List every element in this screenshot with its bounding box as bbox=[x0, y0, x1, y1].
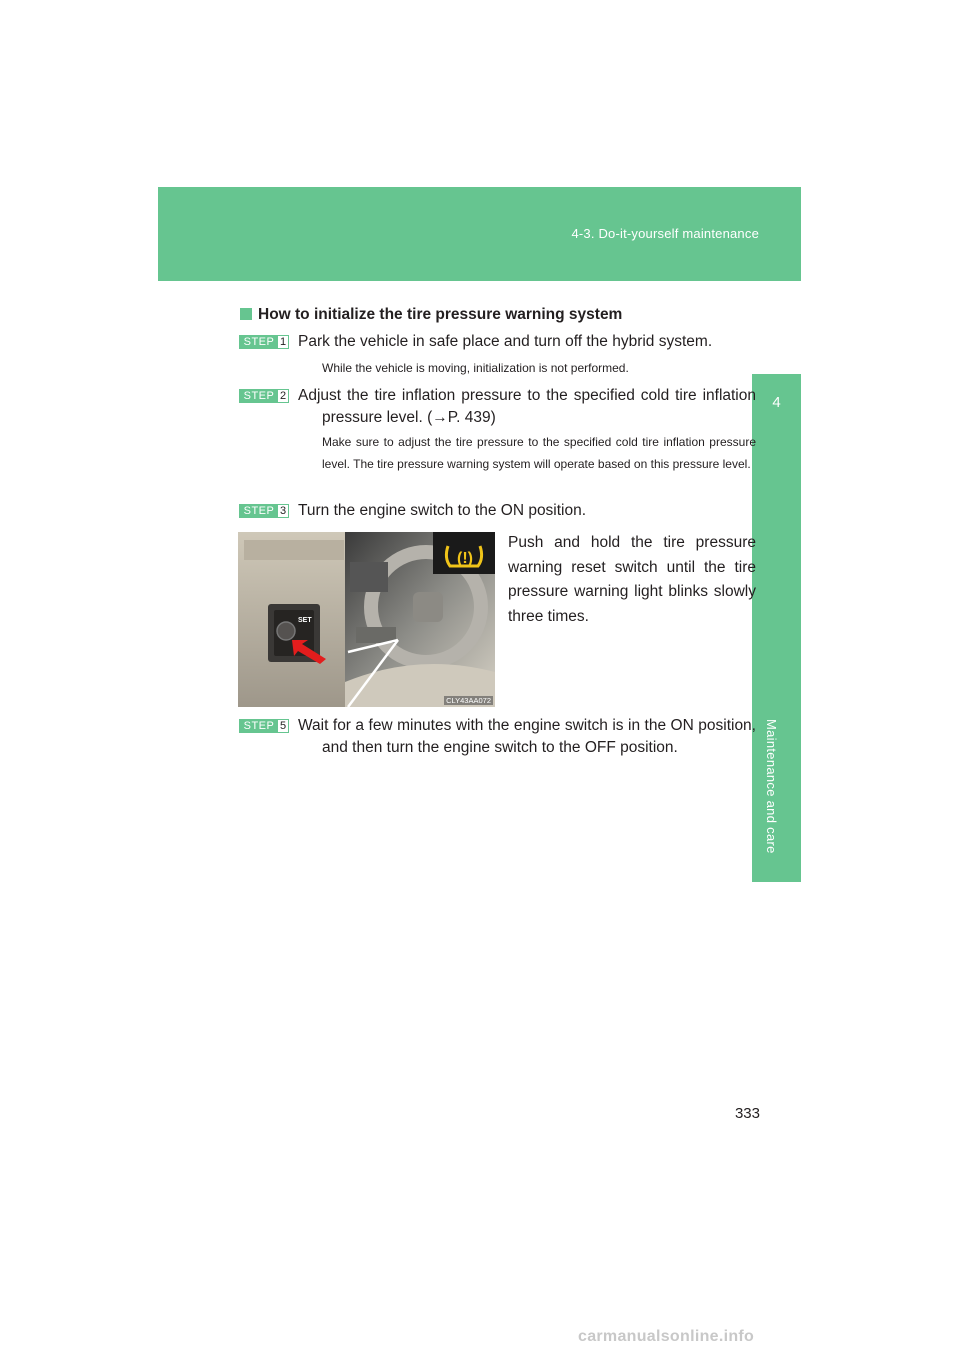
page-number: 333 bbox=[734, 1105, 760, 1122]
step-badge-5 bbox=[239, 719, 289, 733]
step-5-text bbox=[298, 715, 756, 759]
chapter-name: Maintenance and care bbox=[764, 719, 779, 854]
section-heading bbox=[240, 306, 622, 324]
section-title: 4-3. Do-it-yourself maintenance bbox=[571, 226, 759, 241]
step-number: 5 bbox=[279, 720, 287, 732]
step-label: STEP bbox=[240, 390, 278, 402]
switch-set-label: SET bbox=[298, 617, 312, 624]
illustration-code: CLY43AA072 bbox=[446, 696, 491, 705]
square-bullet-icon bbox=[240, 308, 252, 320]
step-badge-3 bbox=[239, 504, 289, 518]
step-5-text-content: Wait for a few minutes with the engine switch is in the ON position, and then turn the engine switch to the OFF position. bbox=[298, 717, 756, 756]
step-label: STEP bbox=[240, 505, 278, 517]
watermark-text: carmanualsonline.info bbox=[578, 1328, 755, 1345]
step-badge-1 bbox=[239, 335, 289, 349]
step-2-text bbox=[298, 385, 756, 429]
step-badge-2 bbox=[239, 389, 289, 403]
step-3-text: Turn the engine switch to the ON position. bbox=[298, 502, 587, 519]
chapter-number: 4 bbox=[772, 394, 781, 411]
step-label: STEP bbox=[240, 720, 278, 732]
step-label: STEP bbox=[240, 336, 278, 348]
dashboard-photo bbox=[238, 532, 495, 707]
step-4-text: Push and hold the tire pressure warning reset switch until the tire pressure warning light blinks slowly three times. bbox=[508, 534, 756, 625]
tire-pressure-reset-illustration bbox=[238, 532, 495, 707]
step-1-note: While the vehicle is moving, initialization is not performed. bbox=[322, 361, 629, 375]
step-number: 2 bbox=[279, 390, 287, 402]
step-1-text: Park the vehicle in safe place and turn off the hybrid system. bbox=[298, 333, 713, 350]
step-number: 3 bbox=[279, 505, 287, 517]
reset-switch-button bbox=[277, 622, 295, 640]
chapter-tab bbox=[752, 374, 801, 882]
step-number: 1 bbox=[279, 336, 287, 348]
warning-symbol: (!) bbox=[457, 550, 473, 567]
heading-text: How to initialize the tire pressure warning system bbox=[258, 306, 623, 323]
step-2-text-content: Adjust the tire inflation pressure to the specified cold tire inflation pressure level. (→P. 439) bbox=[298, 387, 756, 426]
step-2-note: Make sure to adjust the tire pressure to the specified cold tire inflation pressure level. The tire pressure warning system will operate based on this pressure level. bbox=[322, 435, 756, 471]
